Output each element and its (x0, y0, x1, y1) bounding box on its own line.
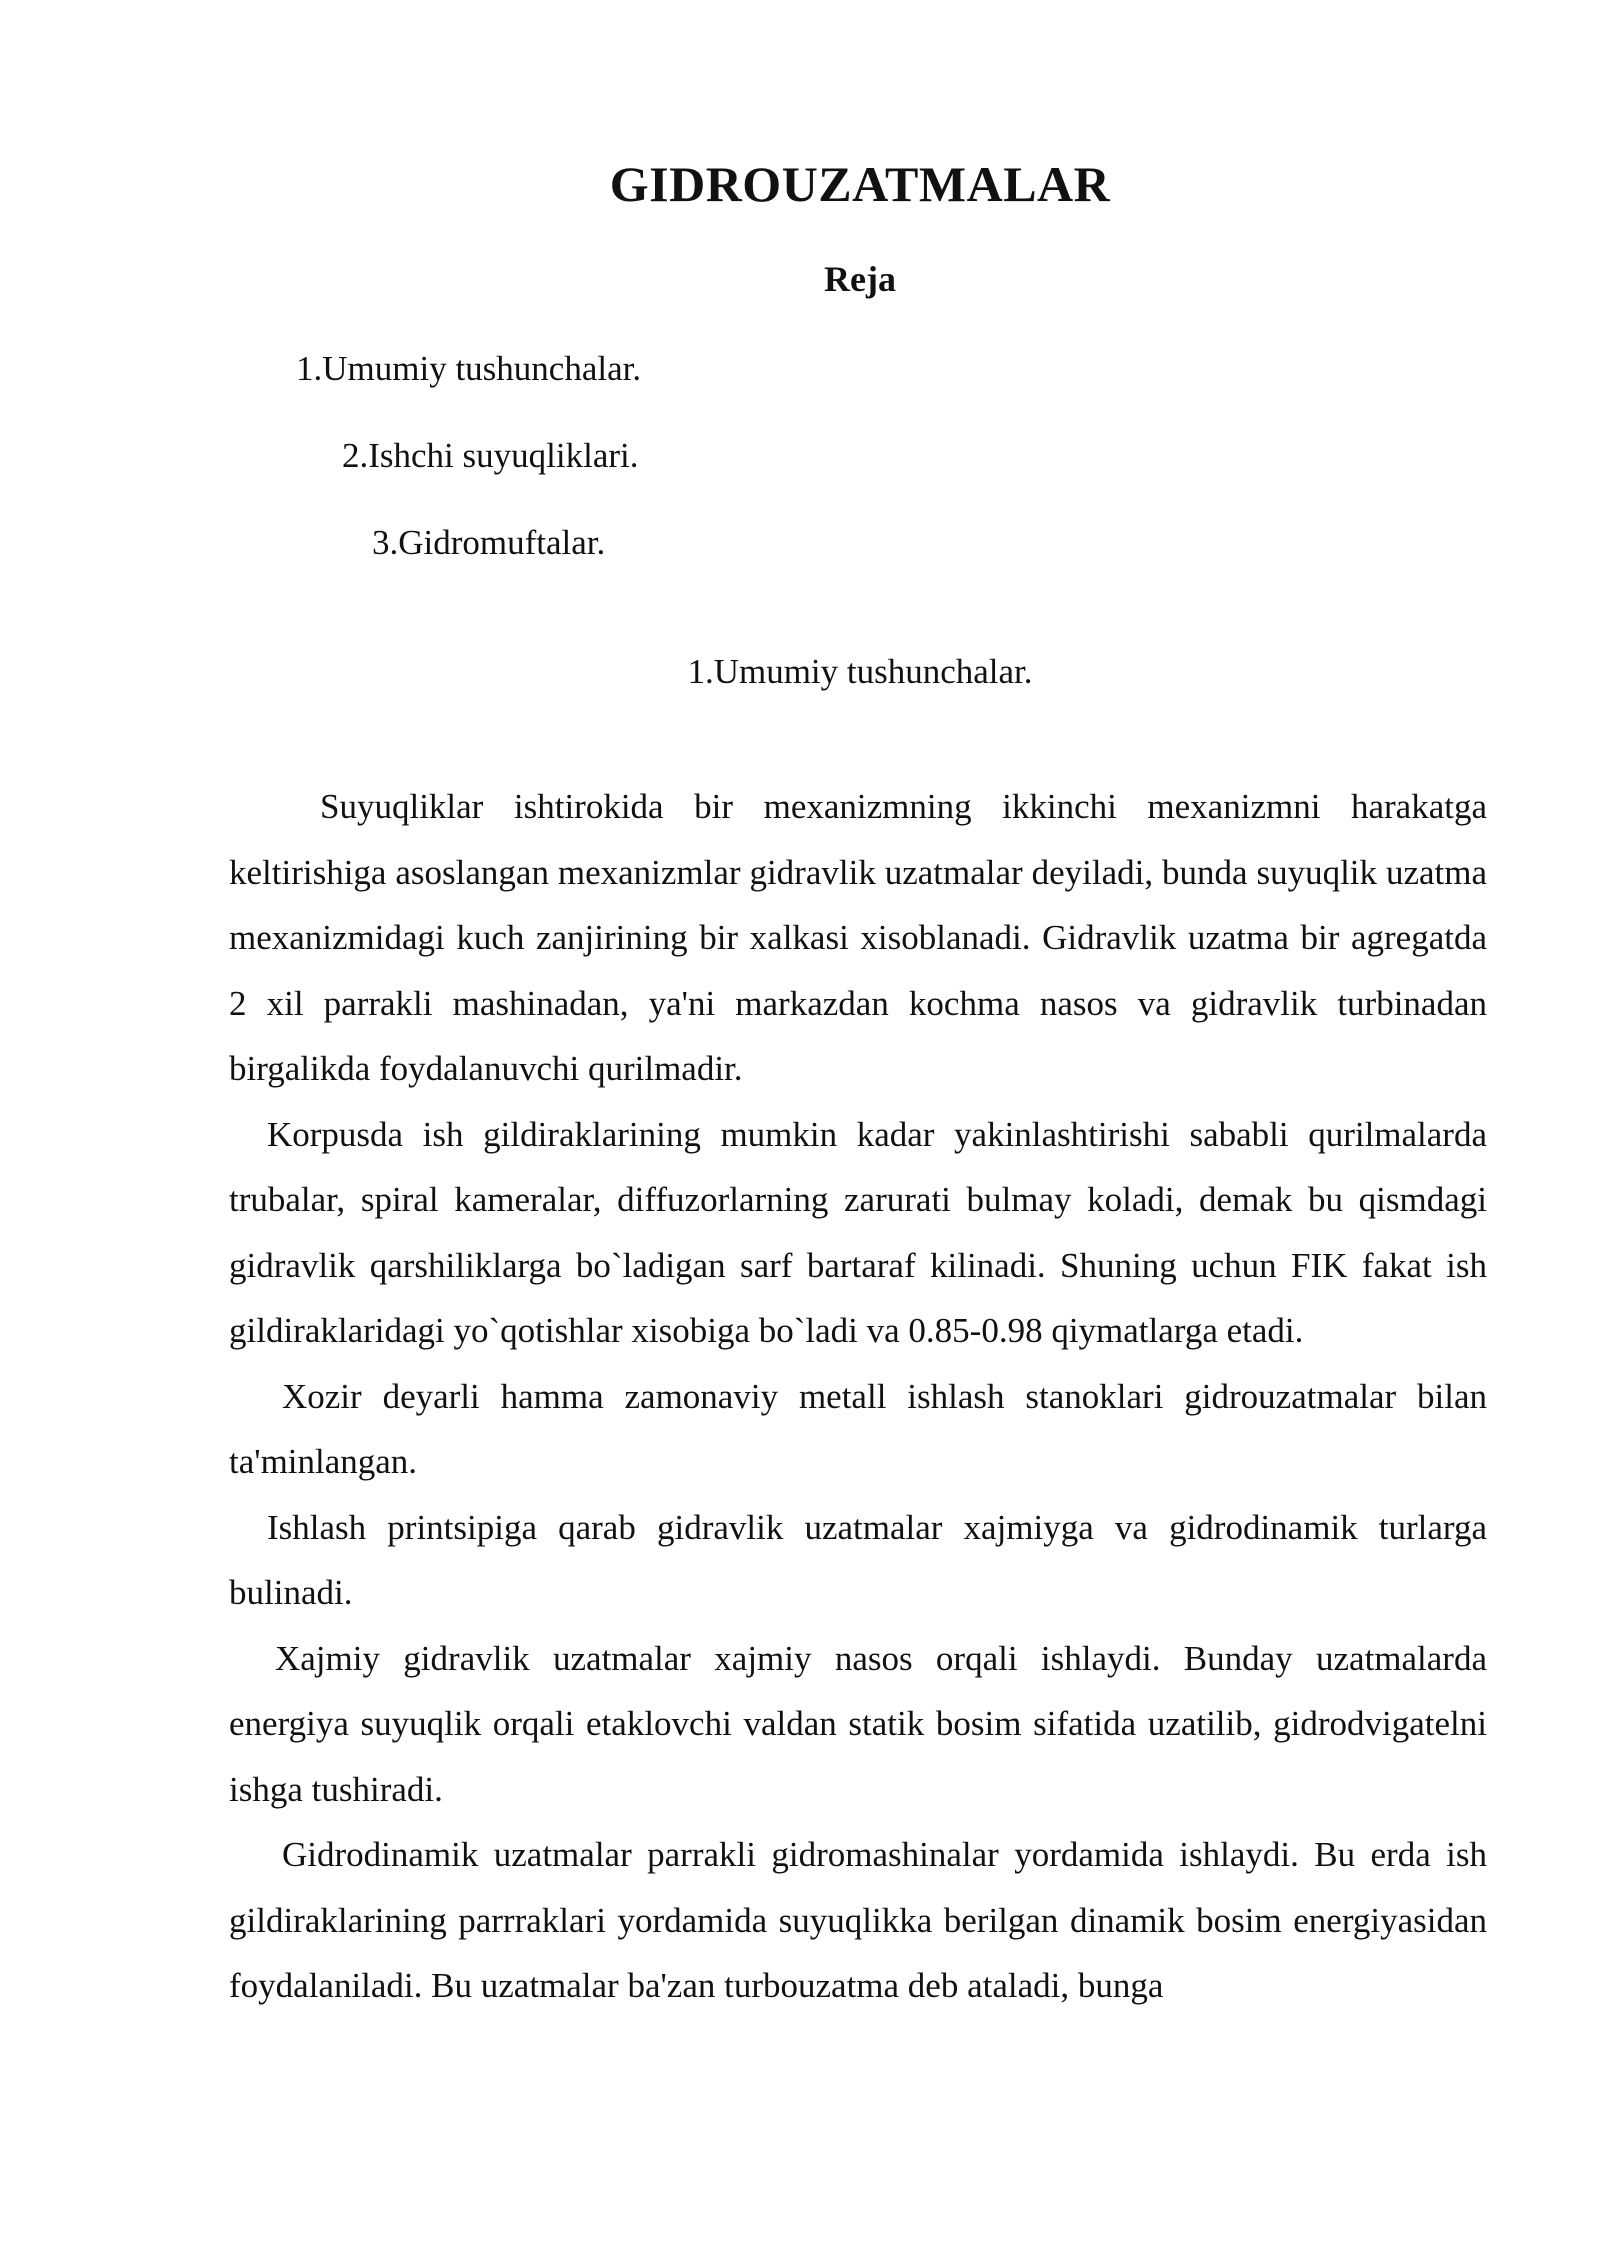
body-paragraph: Ishlash printsipiga qarab gidravlik uzatmalar xajmiyga va gidrodinamik turlarga bulinadi. (229, 1507, 1487, 1612)
body-paragraph: Xajmiy gidravlik uzatmalar xajmiy nasos orqali ishlaydi. Bunday uzatmalarda energiya suyuqlik orqali etaklovchi valdan statik bosim sifatida uzatilib, gidrodvigatelni ishga tushiradi. (229, 1638, 1487, 1809)
body-paragraph: Xozir deyarli hamma zamonaviy metall ishlash stanoklari gidrouzatmalar bilan ta'minlangan. (229, 1376, 1487, 1481)
section-heading: 1.Umumiy tushunchalar. (687, 652, 1033, 691)
plan-item: 1.Umumiy tushunchalar. (296, 349, 642, 388)
body-paragraph: Korpusda ish gildiraklarining mumkin kadar yakinlashtirishi sababli qurilmalarda trubalar, spiral kameralar, diffuzorlarning zarurati bulmay koladi, demak bu qismdagi gidravlik qarshiliklarga bo`ladigan sarf bartaraf kilinadi. Shuning uchun FIK fakat ish gildiraklaridagi yo`qotishlar xisobiga bo`ladi va 0.85-0.98 qiymatlarga etadi. (229, 1114, 1487, 1350)
plan-heading: Reja (824, 259, 896, 299)
body-paragraph: Suyuqliklar ishtirokida bir mexanizmning ikkinchi mexanizmni harakatga keltirishiga asoslangan mexanizmlar gidravlik uzatmalar deyiladi, bunda suyuqlik uzatma mexanizmidagi kuch zanjirining bir xalkasi xisoblanadi. Gidravlik uzatma bir agregatda 2 xil parrakli mashinadan, ya'ni markazdan kochma nasos va gidravlik turbinadan birgalikda foydalanuvchi qurilmadir. (229, 787, 1487, 1088)
body-text (229, 774, 1487, 2019)
document-title: GIDROUZATMALAR (609, 156, 1111, 212)
plan-item: 3.Gidromuftalar. (372, 523, 606, 562)
body-paragraph: Gidrodinamik uzatmalar parrakli gidromashinalar yordamida ishlaydi. Bu erda ish gildiraklarining parrraklari yordamida suyuqlikka berilgan dinamik bosim energiyasidan foydalaniladi. Bu uzatmalar ba'zan turbouzatma deb ataladi, bunga (229, 1835, 1487, 2005)
plan-item: 2.Ishchi suyuqliklari. (342, 436, 639, 475)
